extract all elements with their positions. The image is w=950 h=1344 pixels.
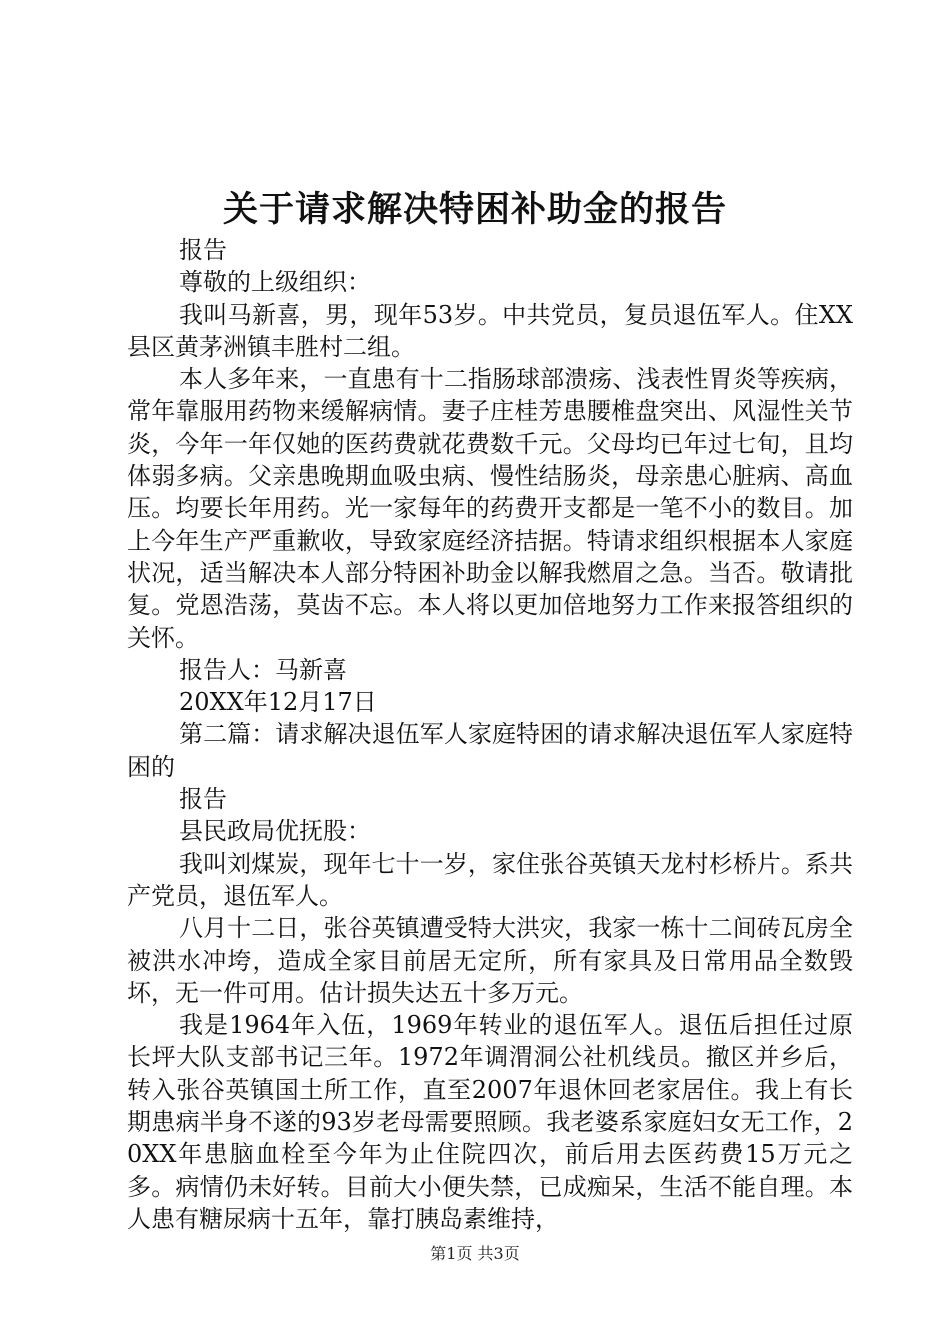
paragraph-flood-damage: 八月十二日，张谷英镇遭受特大洪灾，我家一栋十二间砖瓦房全被洪水冲垮，造成全家目前居无定所，所有家具及日常用品全数毁坏，无一件可用。估计损失达五十多万元。 xyxy=(127,914,853,1007)
paragraph-signature: 报告人：马新喜 xyxy=(179,655,347,684)
paragraph-salutation: 尊敬的上级组织： xyxy=(179,268,371,297)
paragraph-service-history: 我是1964年入伍，1969年转业的退伍军人。退伍后担任过原长坪大队支部书记三年。1972年调渭洞公社机线员。撤区并乡后，转入张谷英镇国土所工作，直至2007年退休回老家居住。我上有长期患病半身不遂的93岁老母需要照顾。我老婆系家庭妇女无工作，20XX年患脑血栓至今年为止住院四次，前后用去医药费15万元之多。病情仍未好转。目前大小便失禁，已成痴呆，生活不能自理。本人患有糖尿病十五年，靠打胰岛素维持， xyxy=(127,1011,853,1233)
paragraph-introduction-2: 我叫刘煤炭，现年七十一岁，家住张谷英镇天龙村杉桥片。系共产党员，退伍军人。 xyxy=(127,849,853,910)
paragraph-introduction: 我叫马新喜，男，现年53岁。中共党员，复员退伍军人。住XX县区黄茅洲镇丰胜村二组。 xyxy=(127,300,853,361)
page-footer: 第1页 共3页 xyxy=(430,1244,520,1263)
paragraph-report-heading: 报告 xyxy=(179,236,227,264)
paragraph-date: 20XX年12月17日 xyxy=(179,688,377,717)
document-body xyxy=(127,234,853,1235)
paragraph-salutation-2: 县民政局优抚股： xyxy=(179,817,371,846)
paragraph-family-situation: 本人多年来，一直患有十二指肠球部溃疡、浅表性胃炎等疾病，常年靠服用药物来缓解病情。妻子庄桂芳患腰椎盘突出、风湿性关节炎，今年一年仅她的医药费就花费数千元。父母均已年过七旬，且均体弱多病。父亲患晚期血吸虫病、慢性结肠炎，母亲患心脏病、高血压。均要长年用药。光一家每年的药费开支都是一笔不小的数目。加上今年生产严重歉收，导致家庭经济拮据。特请求组织根据本人家庭状况，适当解决本人部分特困补助金以解我燃眉之急。当否。敬请批复。党恩浩荡，莫齿不忘。本人将以更加倍地努力工作来报答组织的关怀。 xyxy=(127,365,853,652)
paragraph-second-title: 第二篇：请求解决退伍军人家庭特困的请求解决退伍军人家庭特困的 xyxy=(127,720,853,781)
document-title: 关于请求解决特困补助金的报告 xyxy=(222,189,727,230)
paragraph-report-heading-2: 报告 xyxy=(179,785,227,814)
